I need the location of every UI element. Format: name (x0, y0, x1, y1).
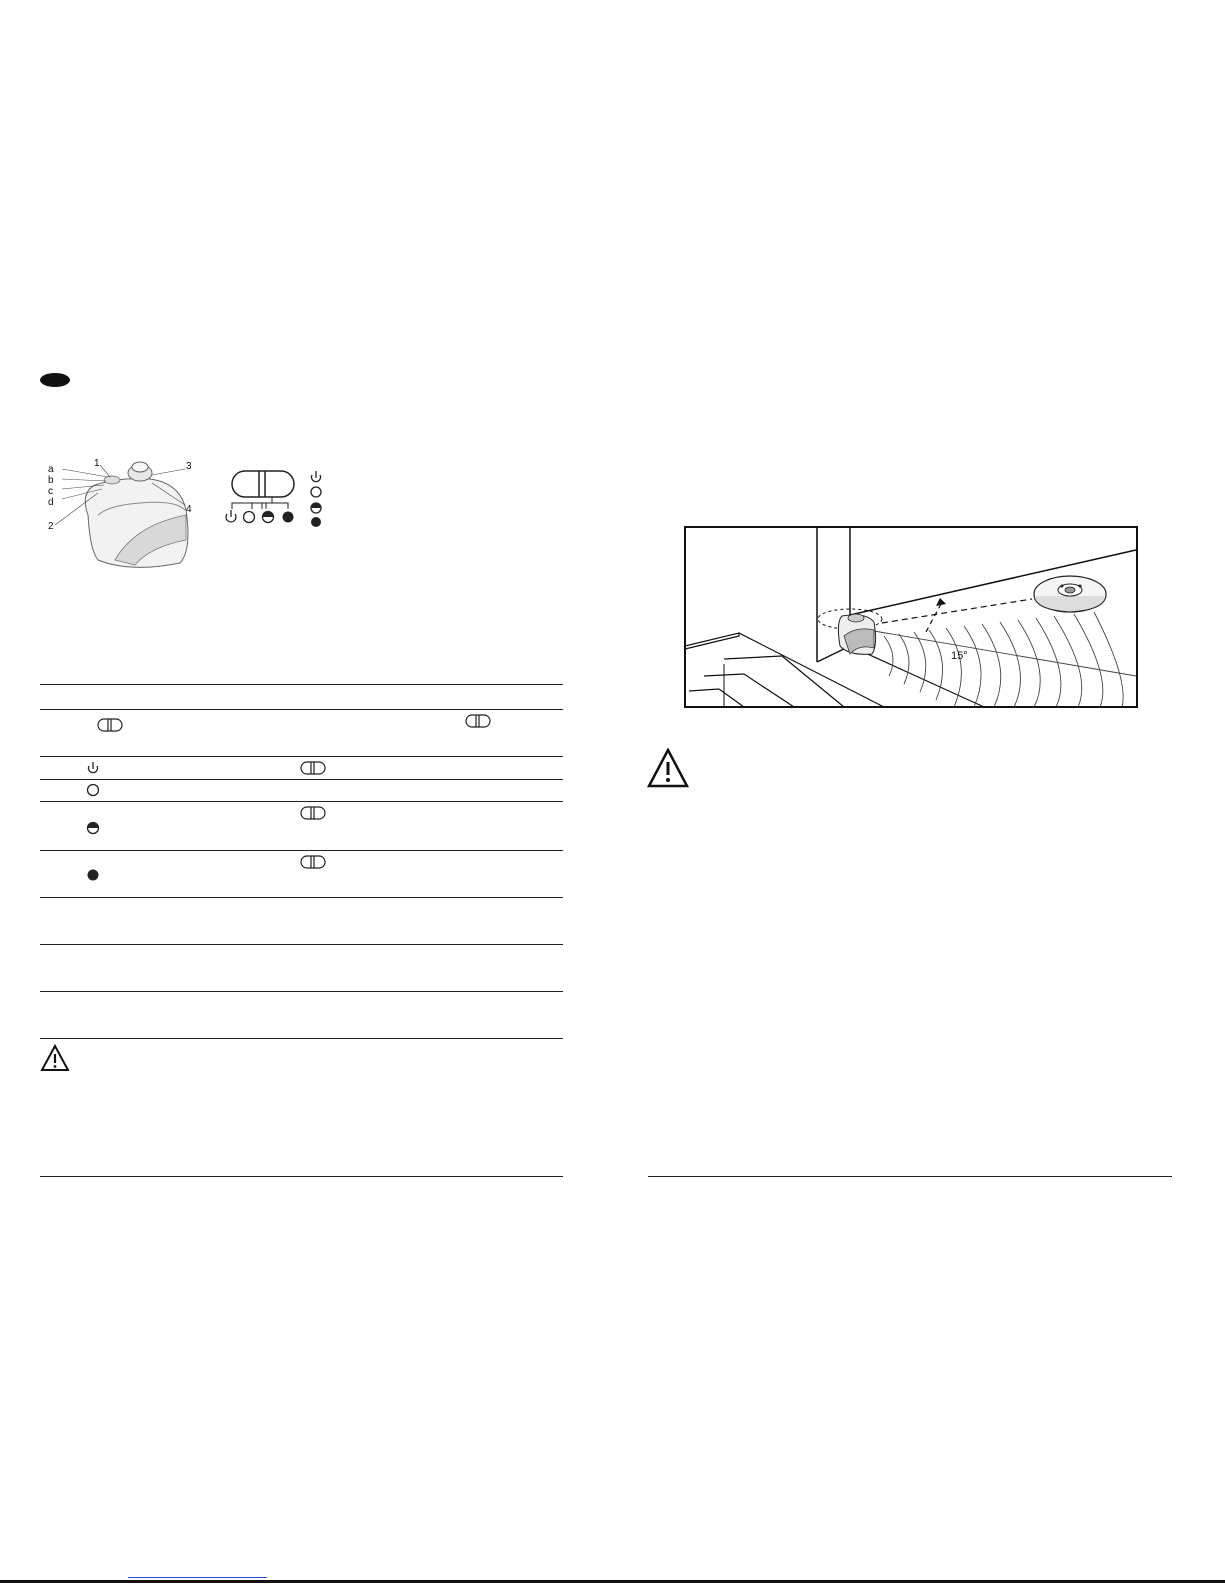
slide-switch-icon (465, 714, 491, 728)
warning-triangle-icon (647, 748, 689, 788)
half-filled-circle-icon (86, 821, 100, 835)
page-bottom-rule-left (40, 1176, 563, 1177)
table-rule (40, 684, 563, 685)
power-icon (86, 761, 100, 775)
part-label-1: 1 (94, 458, 100, 469)
table-rule (40, 756, 563, 757)
table-rule (40, 779, 563, 780)
footer-link-underline[interactable] (128, 1577, 267, 1578)
table-rule (40, 991, 563, 992)
slide-switch-icon (97, 718, 123, 732)
angle-label: 15° (951, 650, 968, 662)
part-label-c: c (48, 486, 53, 497)
part-label-a: a (48, 464, 54, 475)
page-edge-rule (0, 1580, 1225, 1583)
table-rule (40, 801, 563, 802)
product-illustration (40, 455, 200, 575)
empty-circle-icon (86, 783, 100, 797)
part-label-b: b (48, 475, 54, 486)
slide-switch-icon (300, 806, 326, 820)
part-label-2: 2 (48, 521, 54, 532)
table-rule (40, 944, 563, 945)
table-rule (40, 709, 563, 710)
symbol-legend (309, 470, 323, 528)
part-label-3: 3 (186, 461, 192, 472)
slide-switch-icon (300, 761, 326, 775)
table-rule (40, 1038, 563, 1039)
page-bottom-rule-right (648, 1176, 1172, 1177)
part-label-d: d (48, 497, 54, 508)
part-label-4: 4 (186, 504, 192, 515)
table-rule (40, 850, 563, 851)
filled-circle-icon (86, 868, 100, 882)
language-badge (40, 373, 70, 387)
warning-triangle-icon (40, 1044, 70, 1072)
table-rule (40, 897, 563, 898)
room-illustration (684, 526, 1138, 708)
slide-switch-icon (300, 855, 326, 869)
